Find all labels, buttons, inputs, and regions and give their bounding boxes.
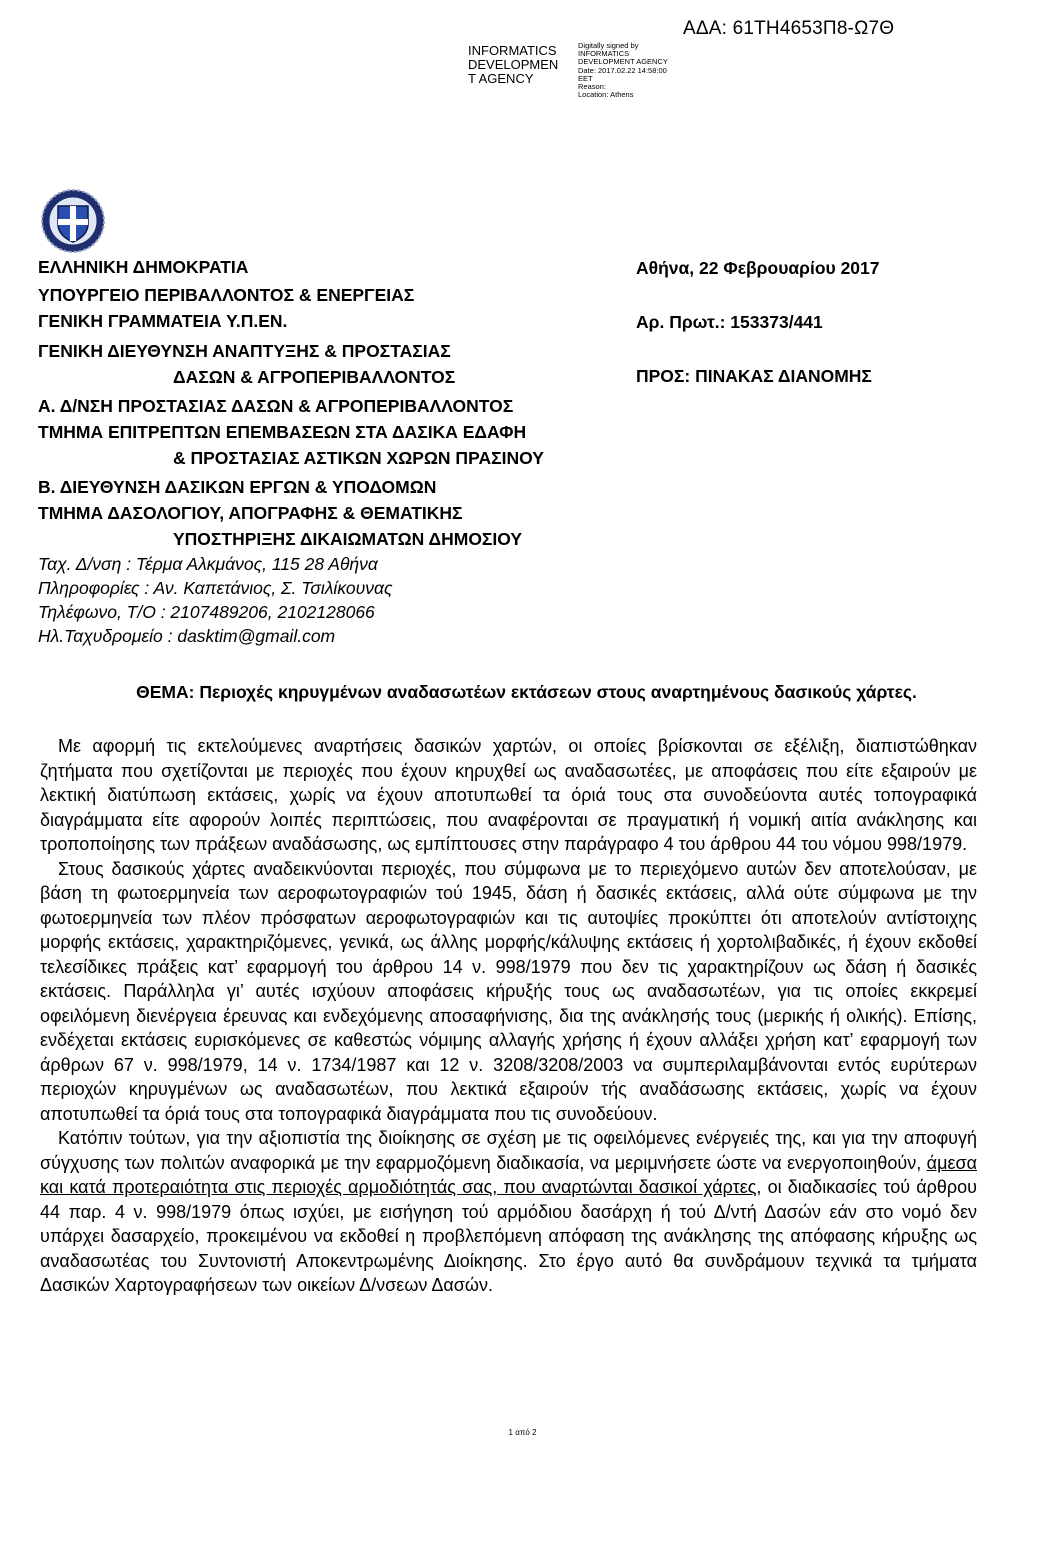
signature-detail-line: INFORMATICS [578,49,630,59]
signature-detail-line: DEVELOPMENT AGENCY [578,57,668,67]
issuer-header [38,254,544,552]
greek-coat-of-arms-icon [40,188,106,254]
signature-org-line: INFORMATICS [468,43,557,58]
recipient: ΠΡΟΣ: ΠΙΝΑΚΑΣ ΔΙΑΝΟΜΗΣ [636,366,872,386]
paragraph-3-end: , οι διαδικασίες τού άρθρου 44 παρ. 4 ν. 998/1979 όπως ισχύει, με εισήγηση τού αρμόδιου δασάρχη ή τού Δ/ντή Δασών εάν στο νομό δεν υπάρχει δασαρχείο, προκειμένου να εκδοθεί η προβλεπόμενη απόφαση της ανάκλησης της απόφασης κήρυξης ως αναδασωτέας του Συντονιστή Αποκεντρωμένης Διοίκησης. Στο έργο αυτό θα συνδράμουν τεχνικά τα τμήματα Δασικών Χαρτογραφήσεων των οικείων Δ/νσεων Δασών. [40,1177,977,1295]
secretariat-name: ΓΕΝΙΚΗ ΓΡΑΜΜΑΤΕΙΑ Υ.Π.ΕΝ. [38,311,288,331]
body-paragraph-1: Με αφορμή τις εκτελούμενες αναρτήσεις δασικών χαρτών, οι οποίες βρίσκονται σε εξέλιξη, διαπιστώθηκαν ζητήματα που σχετίζονται με περιοχές που έχουν κηρυχθεί ως αναδασωτέες, με αποφάσεις που είτε εξαιρούν με λεκτική διατύπωση εκτάσεις, χωρίς να έχουν αποτυπωθεί τα όριά τους στα συνοδεύοντα αυτές τοπογραφικά διαγράμματα είτε αφορούν λοιπές περιπτώσεις, που αναφέρονται σε πραγματική ή νομική αιτία ανάκλησης και τροποποίησης των πράξεων αναδάσωσης, ως εμπίπτουσες στην παράγραφο 4 του άρθρου 44 του νόμου 998/1979. [40,736,977,854]
contact-address: Ταχ. Δ/νση : Τέρμα Αλκμάνος, 115 28 Αθήνα [38,554,378,574]
signature-detail-line: Date: 2017.02.22 14:58:00 [578,65,667,75]
signature-org-line: T AGENCY [468,71,534,86]
directorate-a-line-1: Α. Δ/ΝΣΗ ΠΡΟΣΤΑΣΙΑΣ ΔΑΣΩΝ & ΑΓΡΟΠΕΡΙΒΑΛΛΟΝΤΟΣ [38,396,514,416]
protocol-number: Αρ. Πρωτ.: 153373/441 [636,312,823,332]
republic-name: ΕΛΛΗΝΙΚΗ ΔΗΜΟΚΡΑΤΙΑ [38,257,249,277]
signature-detail-line: EET [578,73,593,83]
underlined-emphasis: άμεσα και κατά προτεραιότητα στις περιοχές αρμοδιότητάς σας, που αναρτώνται δασικοί χάρτες [40,1152,977,1197]
signature-detail-line: Location: Athens [578,90,634,100]
signature-org-line: DEVELOPMEN [468,57,559,72]
directorate-b-line-1: Β. ΔΙΕΥΘΥΝΣΗ ΔΑΣΙΚΩΝ ΕΡΓΩΝ & ΥΠΟΔΟΜΩΝ [38,477,437,497]
letter-body [40,734,977,1298]
signature-organization [468,44,573,86]
general-directorate-line-1: ΓΕΝΙΚΗ ΔΙΕΥΘΥΝΣΗ ΑΝΑΠΤΥΞΗΣ & ΠΡΟΣΤΑΣΙΑΣ [38,341,451,361]
ministry-name: ΥΠΟΥΡΓΕΙΟ ΠΕΡΙΒΑΛΛΟΝΤΟΣ & ΕΝΕΡΓΕΙΑΣ [38,285,415,305]
directorate-b-line-3: ΥΠΟΣΤΗΡΙΞΗΣ ΔΙΚΑΙΩΜΑΤΩΝ ΔΗΜΟΣΙΟΥ [173,529,523,549]
ada-code: ΑΔΑ: 61ΤΗ4653Π8-Ω7Θ [683,18,895,39]
general-directorate-line-2: ΔΑΣΩΝ & ΑΓΡΟΠΕΡΙΒΑΛΛΟΝΤΟΣ [173,367,456,387]
contact-details [38,552,392,648]
document-date: Αθήνα, 22 Φεβρουαρίου 2017 [636,258,880,278]
signature-details [578,42,718,99]
body-paragraph-2: Στους δασικούς χάρτες αναδεικνύονται περιοχές, που σύμφωνα με το περιεχόμενο αυτών δεν αποτελούσαν, με βάση τη φωτοερμηνεία των αεροφωτογραφιών τού 1945, δάση ή δασικές εκτάσεις, αλλά ούτε σύμφωνα με την φωτοερμηνεία των πλέον πρόσφατων αεροφωτογραφιών και τις αυτοψίες προκύπτει ότι αποτελούν αντίστοιχης μορφής εκτάσεις, χαρακτηριζόμενες, γενικά, ως άλλης μορφής/κάλυψης εκτάσεις ή χορτολιβαδικές, ή έχουν εκδοθεί τελεσίδικες πράξεις κατ’ εφαρμογή του άρθρου 14 ν. 998/1979 που δεν τις χαρακτηρίζουν ως δάση ή δασικές εκτάσεις. Παράλληλα γι’ αυτές ισχύουν αποφάσεις κήρυξής τους ως αναδασωτέων, για τις οποίες εκκρεμεί οφειλόμενη διενέργεια έρευνας και ενδεχόμενης αποσαφήνισης, δια της ανάκλησής τους (μερικής ή ολικής). Επίσης, ενδέχεται εκτάσεις ευρισκόμενες σε καθεστώς νόμιμης αλλαγής χρήσης ή έχουν αλλάξει χρήση κατ’ εφαρμογή των άρθρων 67 ν. 998/1979, 14 ν. 1734/1987 και 12 ν. 3208/3208/2003 να συμπεριλαμβάνονται εντός ευρύτερων περιοχών κηρυγμένων ως αναδασωτέων, που λεκτικά εξαιρούν τής αναδάσωσης εκτάσεις, χωρίς να έχουν αποτυπωθεί τα όριά τους στα τοπογραφικά διαγράμματα που τις συνοδεύουν. [40,858,977,1124]
paragraph-3-start: Κατόπιν τούτων, για την αξιοπιστία της διοίκησης σε σχέση με τις οφειλόμενες ενέργειές της, και για την αποφυγή σύγχυσης των πολιτών αναφορικά με την εφαρμοζόμενη διαδικασία, να μεριμνήσετε ώστε να ενεργοποιηθούν, [40,1128,977,1173]
contact-info: Πληροφορίες : Αν. Καπετάνιος, Σ. Τσιλίκουνας [38,578,393,598]
directorate-b-line-2: ΤΜΗΜΑ ΔΑΣΟΛΟΓΙΟΥ, ΑΠΟΓΡΑΦΗΣ & ΘΕΜΑΤΙΚΗΣ [38,503,463,523]
directorate-a-line-2: ΤΜΗΜΑ ΕΠΙΤΡΕΠΤΩΝ ΕΠΕΜΒΑΣΕΩΝ ΣΤΑ ΔΑΣΙΚΑ ΕΔΑΦΗ [38,422,527,442]
contact-email: Ηλ.Ταχυδρομείο : dasktim@gmail.com [38,626,336,646]
page-number: 1 από 2 [508,1428,537,1437]
body-paragraph-3 [40,1126,977,1298]
signature-detail-line: Reason: [578,82,606,92]
signature-detail-line: Digitally signed by [578,41,639,50]
directorate-a-line-3: & ΠΡΟΣΤΑΣΙΑΣ ΑΣΤΙΚΩΝ ΧΩΡΩΝ ΠΡΑΣΙΝΟΥ [173,448,544,468]
contact-phone: Τηλέφωνο, Τ/Ο : 2107489206, 2102128066 [38,602,375,622]
subject-line: ΘΕΜΑ: Περιοχές κηρυγμένων αναδασωτέων εκτάσεων στους αναρτημένους δασικούς χάρτες. [136,682,917,702]
